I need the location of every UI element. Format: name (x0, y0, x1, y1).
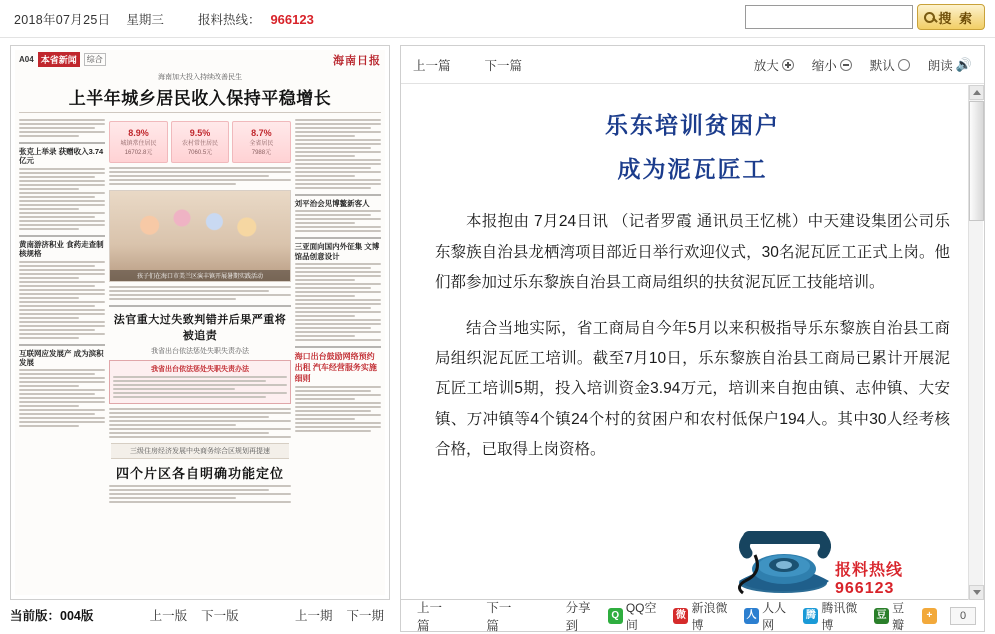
stat-value: 9.5% (189, 128, 211, 138)
article-paragraph-2: 结合当地实际，省工商局自今年5月以来积极指导乐东黎族自治县工商局组织泥瓦匠工培训。截至7月10日，乐东黎族自治县工商局已累计开展泥瓦匠工培训5期，投入培训资金3.94万元，培训来自抱由镇、志仲镇、大安镇、万冲镇等4个镇24个村的贫困户和农村低保户194人。其中30人经考核合格，已取得上岗资格。 (435, 320, 950, 458)
default-zoom-label: 默认 (869, 58, 895, 73)
read-aloud-label: 朗读 (927, 58, 953, 73)
zoom-out-label: 缩小 (811, 58, 837, 73)
current-date: 2018年07月25日 (14, 12, 111, 27)
paper-columns (15, 115, 385, 510)
zoom-in-label: 放大 (753, 58, 779, 73)
paper-col3-head3: 海口出台鼓励网络预约出租 汽车经营服务实施细则 (294, 352, 377, 384)
newspaper-page (15, 50, 385, 595)
default-zoom-button[interactable] (870, 56, 910, 74)
stat-amount: 16702.8元 (124, 150, 153, 156)
share-buttons (608, 599, 976, 633)
newspaper-page-viewer[interactable] (10, 45, 390, 600)
next-issue-button[interactable]: 下一期 (346, 609, 384, 623)
stat-amount: 7988元 (251, 150, 272, 156)
paper-header (15, 50, 385, 70)
share-qq-zone[interactable] (608, 599, 667, 633)
paper-col2-sub: 我省出台依法惩处失职失责办法 (151, 348, 249, 355)
current-page-label: 当前版： (10, 609, 61, 623)
speaker-icon: 🔊 (955, 56, 972, 72)
paper-stat-card (171, 121, 229, 163)
next-page-button[interactable]: 下一版 (201, 609, 239, 623)
article-hotline-text: 报料热线 966123 (835, 562, 904, 598)
search-icon (924, 12, 935, 23)
paper-stat-card (232, 121, 290, 163)
article-nav-bottom (417, 598, 522, 634)
article-title-line1: 乐东培训贫困户 (605, 112, 780, 138)
circle-icon (898, 59, 910, 71)
hotline-number: 966123 (270, 11, 314, 27)
article-body (401, 84, 984, 600)
scroll-up-button[interactable] (969, 85, 984, 100)
next-article-button-bottom[interactable]: 下一篇 (486, 600, 512, 633)
paper-col3-head2: 三亚面向国内外征集 文博馆品创意设计 (294, 242, 380, 261)
zoom-out-button[interactable] (812, 56, 852, 74)
paper-subtitle: 海南加大投入持续改善民生 (158, 74, 242, 81)
qq-zone-icon: Q (608, 608, 623, 624)
paper-column-1 (19, 117, 105, 508)
next-article-button-top[interactable]: 下一篇 (484, 58, 523, 73)
current-page-value: 004版 (60, 609, 94, 623)
article-hotline-block (435, 505, 950, 600)
share-renren-label: 人人网 (762, 600, 787, 632)
minus-circle-icon (840, 59, 852, 71)
renren-icon: 人 (744, 608, 759, 624)
issue-nav (295, 606, 384, 624)
paper-col2-head: 法官重大过失致判错并后果严重将被追责 (113, 314, 287, 342)
paper-section: 本省新闻 (38, 52, 80, 67)
paper-column-2 (109, 117, 290, 508)
share-qq-zone-label: QQ空间 (625, 600, 657, 632)
paper-page-code: A04 (19, 55, 34, 64)
paper-stat-card (109, 121, 167, 163)
share-label: 分享到 (565, 600, 591, 633)
article-title-line2: 成为泥瓦匠工 (617, 155, 768, 182)
stat-label: 全省居民 (249, 141, 274, 147)
paper-col3-head1: 刘平治会见博鳌新客人 (294, 199, 370, 208)
hotline-label: 报料热线： (197, 12, 261, 27)
paper-col1-head1: 张克上举录 获赠收入3.74亿元 (19, 147, 104, 166)
share-douban[interactable] (874, 599, 915, 633)
tencent-weibo-icon: 腾 (803, 608, 818, 624)
scrollbar-thumb[interactable] (969, 101, 984, 221)
prev-page-button[interactable]: 上一版 (149, 609, 188, 623)
article-scrollbar[interactable] (968, 85, 983, 600)
page-nav-bar (10, 600, 390, 630)
paper-section-sub: 综合 (84, 53, 106, 66)
share-sina-weibo-label: 新浪微博 (691, 600, 728, 632)
caret-down-icon (973, 590, 981, 595)
paper-photo-main (109, 190, 290, 282)
paper-column-3 (295, 117, 381, 508)
current-weekday: 星期三 (126, 12, 164, 27)
search-area (745, 4, 985, 30)
telephone-icon (725, 511, 835, 600)
paper-masthead: 海南日报 (333, 55, 381, 67)
douban-icon: 豆 (874, 608, 889, 624)
paper-col1-head2: 黄南游济积业 食药走查制核规格 (19, 239, 104, 259)
search-button-label: 搜 索 (938, 10, 974, 26)
zoom-in-button[interactable] (754, 56, 794, 74)
paper-stat-charts (109, 121, 290, 163)
paper-rule (19, 112, 381, 113)
paper-highlight-box (109, 360, 290, 404)
caret-up-icon (973, 90, 981, 95)
paper-col1-head3: 互联网应发展产 成为滨积发展 (19, 348, 104, 367)
paper-photo-caption: 孩子们在海口市美兰区演丰镇开展暑期实践活动 (110, 270, 289, 281)
paper-banner: 三级住房经济发展中央商务综合区规划再提速 (111, 443, 288, 459)
article-pane (400, 45, 985, 600)
stat-value: 8.7% (251, 128, 272, 138)
more-share-icon[interactable]: + (922, 608, 937, 624)
share-tencent-weibo[interactable] (803, 599, 867, 633)
share-tencent-weibo-label: 腾讯微博 (821, 600, 858, 632)
article-toolbar (401, 46, 984, 84)
search-button[interactable] (917, 4, 985, 30)
share-count: 0 (950, 607, 976, 625)
plus-circle-icon (782, 59, 794, 71)
article-footer (400, 600, 985, 632)
paper-highlight-title: 我省出台依法惩处失职失责办法 (151, 366, 249, 373)
read-aloud-button[interactable] (928, 56, 972, 74)
paper-bottom-headline: 四个片区各自明确功能定位 (115, 466, 284, 481)
stat-label: 城镇常住居民 (120, 141, 157, 147)
top-bar-info (0, 10, 314, 28)
share-renren[interactable] (744, 599, 796, 633)
stat-label: 农村常住居民 (181, 141, 218, 147)
stat-value: 8.9% (128, 128, 149, 138)
search-input[interactable] (745, 5, 913, 29)
top-bar (0, 0, 995, 38)
stat-amount: 7060.5元 (187, 150, 213, 156)
share-sina-weibo[interactable] (673, 599, 737, 633)
share-douban-label: 豆瓣 (892, 600, 905, 632)
prev-article-button-bottom[interactable]: 上一篇 (417, 600, 443, 633)
sina-weibo-icon: 微 (673, 608, 688, 624)
paper-headline: 上半年城乡居民收入保持平稳增长 (68, 89, 332, 108)
prev-article-button-top[interactable]: 上一篇 (413, 58, 451, 73)
prev-issue-button[interactable]: 上一期 (294, 609, 333, 623)
page-version-nav (150, 606, 239, 624)
article-paragraph-1: 本报抱由 7月24日讯 （记者罗霞 通讯员王忆桃）中天建设集团公司乐东黎族自治县龙栖湾项目部近日举行欢迎仪式，30名泥瓦匠工正式上岗。他们都参加过乐东黎族自治县工商局组织的扶贫泥瓦匠工技能培训。 (435, 213, 950, 291)
